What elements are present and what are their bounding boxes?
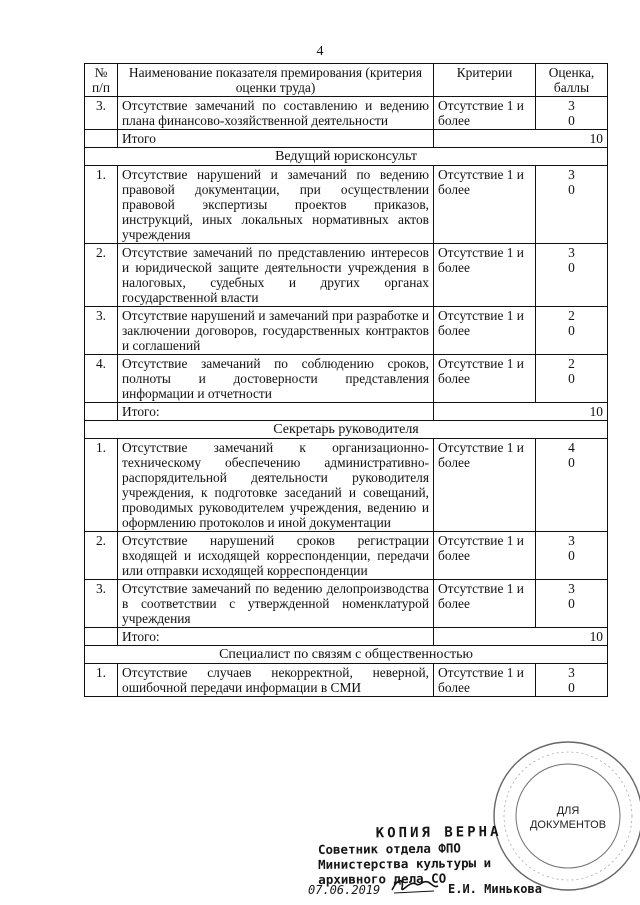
row-num: 1.	[85, 439, 118, 532]
score-min: 0	[568, 371, 575, 386]
score-min: 0	[568, 260, 575, 275]
row-indicator: Отсутствие случаев некорректной, неверной, ошибочной передачи информации в СМИ	[118, 664, 434, 697]
handwritten-date: 07.06.2019	[308, 883, 381, 897]
total-label: Итого:	[118, 628, 434, 646]
stamp-ministry: Министерства культуры и	[318, 855, 492, 872]
table-row	[85, 439, 608, 532]
row-score	[536, 532, 608, 580]
row-num: 3.	[85, 307, 118, 355]
row-criteria: Отсутствие 1 и более	[434, 355, 536, 403]
row-score	[536, 97, 608, 130]
score-min: 0	[568, 680, 575, 695]
score-max: 3	[568, 533, 575, 548]
score-max: 2	[568, 308, 575, 323]
seal-label-2: ДОКУМЕНТОВ	[529, 819, 607, 831]
row-criteria: Отсутствие 1 и более	[434, 244, 536, 307]
table-header-row	[85, 64, 608, 97]
row-score	[536, 439, 608, 532]
stamp-position: Советник отдела ФПО	[317, 840, 461, 857]
table-row	[85, 244, 608, 307]
row-criteria: Отсутствие 1 и более	[434, 580, 536, 628]
row-score	[536, 580, 608, 628]
round-seal	[488, 736, 640, 896]
row-num: 3.	[85, 580, 118, 628]
section-title: Секретарь руководителя	[85, 421, 608, 439]
row-score	[536, 244, 608, 307]
row-criteria: Отсутствие 1 и более	[434, 166, 536, 244]
row-indicator: Отсутствие замечаний по представлению интересов и юридической защите деятельности учреждения в налоговых, судебных и других органах государственной власти	[118, 244, 434, 307]
stamp-copy-verified: КОПИЯ ВЕРНА	[375, 824, 502, 842]
bonus-criteria-table	[84, 63, 608, 697]
row-num: 1.	[85, 166, 118, 244]
score-min: 0	[568, 113, 575, 128]
header-num: № п/п	[85, 64, 118, 97]
table-row	[85, 166, 608, 244]
table-row	[85, 97, 608, 130]
row-criteria: Отсутствие 1 и более	[434, 439, 536, 532]
row-num: 2.	[85, 244, 118, 307]
total-row	[85, 628, 608, 646]
row-score	[536, 166, 608, 244]
score-max: 3	[568, 245, 575, 260]
score-min: 0	[568, 596, 575, 611]
section-header-row	[85, 646, 608, 664]
total-label: Итого:	[118, 403, 434, 421]
total-empty-cell	[85, 403, 118, 421]
section-header-row	[85, 148, 608, 166]
page-number: 4	[316, 44, 324, 59]
total-value: 10	[434, 628, 608, 646]
row-indicator: Отсутствие замечаний по составлению и ведению плана финансово-хозяйственной деятельности	[118, 97, 434, 130]
total-row	[85, 130, 608, 148]
row-criteria: Отсутствие 1 и более	[434, 664, 536, 697]
total-value: 10	[434, 130, 608, 148]
score-max: 3	[568, 581, 575, 596]
table-row	[85, 307, 608, 355]
row-score	[536, 307, 608, 355]
row-num: 4.	[85, 355, 118, 403]
table-row	[85, 532, 608, 580]
header-score: Оценка, баллы	[536, 64, 608, 97]
header-criteria: Критерии	[434, 64, 536, 97]
row-indicator: Отсутствие замечаний по соблюдению сроков, полноты и достоверности представления информации и отчетности	[118, 355, 434, 403]
row-score	[536, 355, 608, 403]
row-num: 1.	[85, 664, 118, 697]
table-body	[85, 97, 608, 697]
score-max: 3	[568, 167, 575, 182]
row-criteria: Отсутствие 1 и более	[434, 97, 536, 130]
score-min: 0	[568, 548, 575, 563]
row-criteria: Отсутствие 1 и более	[434, 532, 536, 580]
total-empty-cell	[85, 628, 118, 646]
stamp-department: архивного дела СО	[318, 870, 447, 887]
row-score	[536, 664, 608, 697]
section-header-row	[85, 421, 608, 439]
table-row	[85, 580, 608, 628]
score-max: 4	[568, 440, 575, 455]
table-row	[85, 664, 608, 697]
score-min: 0	[568, 182, 575, 197]
row-num: 2.	[85, 532, 118, 580]
total-empty-cell	[85, 130, 118, 148]
row-criteria: Отсутствие 1 и более	[434, 307, 536, 355]
total-row	[85, 403, 608, 421]
score-max: 3	[568, 98, 575, 113]
section-title: Ведущий юрисконсульт	[85, 148, 608, 166]
score-min: 0	[568, 455, 575, 470]
row-indicator: Отсутствие замечаний по ведению делопроизводства в соответствии с утвержденной номенклатурой учреждения	[118, 580, 434, 628]
row-num: 3.	[85, 97, 118, 130]
certifier-name: Е.И. Минькова	[448, 882, 542, 896]
copy-certification-stamp	[318, 825, 502, 887]
header-name: Наименование показателя премирования (критерия оценки труда)	[118, 64, 434, 97]
seal-label-1: ДЛЯ	[556, 805, 580, 817]
score-max: 3	[568, 665, 575, 680]
row-indicator: Отсутствие нарушений сроков регистрации входящей и исходящей корреспонденции, передачи или отправки исходящей корреспонденции	[118, 532, 434, 580]
score-max: 2	[568, 356, 575, 371]
signature-mark	[388, 874, 440, 896]
total-label: Итого	[118, 130, 434, 148]
row-indicator: Отсутствие нарушений и замечаний при разработке и заключении договоров, государственных контрактов и соглашений	[118, 307, 434, 355]
total-value: 10	[434, 403, 608, 421]
section-title: Специалист по связям с общественностью	[85, 646, 608, 664]
table-row	[85, 355, 608, 403]
row-indicator: Отсутствие нарушений и замечаний по ведению правовой документации, при осуществлении правовой экспертизы проектов приказов, инструкций, иных локальных нормативных актов учреждения	[118, 166, 434, 244]
row-indicator: Отсутствие замечаний к организационно-техническому обеспечению административно-распорядительной деятельности руководителя учреждения, к подготовке заседаний и совещаний, проводимых руководителем учреждения, ведению и оформлению протоколов и иной документации	[118, 439, 434, 532]
score-min: 0	[568, 323, 575, 338]
